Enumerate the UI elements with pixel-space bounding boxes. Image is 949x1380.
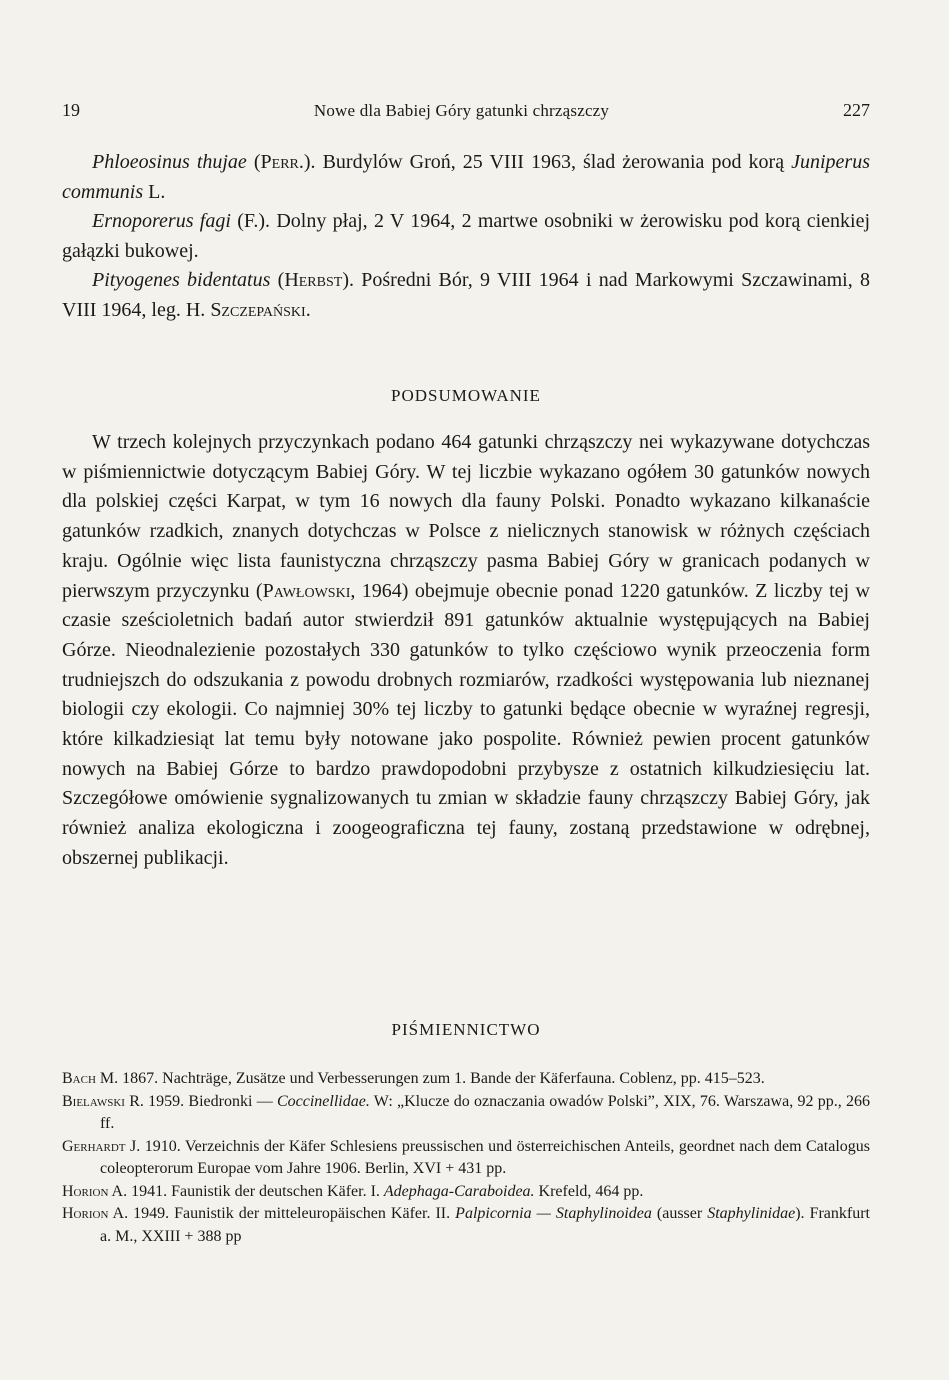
running-title: Nowe dla Babiej Góry gatunki chrząszczy bbox=[313, 101, 610, 120]
record-text: Pośredni Bór, 9 VIII 1964 i nad Markowymi Szczawinami, 8 VIII 1964, leg. H. bbox=[62, 269, 870, 321]
species-records bbox=[62, 148, 870, 326]
taxon-name: Phloeosinus thujae bbox=[92, 151, 247, 173]
record-entry bbox=[62, 207, 870, 266]
taxon-name: Pityogenes bidentatus bbox=[92, 269, 271, 292]
summary-paragraph: W trzech kolejnych przyczynkach podano 464 gatunki chrząszczy nei wykazywane dotychczas w piśmiennictwie dotyczącym Babiej Góry. W tej liczbie wykazano ogółem 30 gatunków nowych dla polskiej części Karpat, w tym 16 nowych dla fauny Polski. Ponadto wykazano kilkanaście gatunków rzadkich, znanych dotychczas w Polsce z nielicznych stanowisk w różnych częściach kraju. Ogólnie więc lista faunistyczna chrząszczy pasma Babiej Góry w granicach podanych w pierwszym przyczynku (Pawłowski, 1964) obejmuje obecnie ponad 1220 gatunków. Z liczby tej w czasie sześcioletnich badań autor stwierdził 891 gatunków aktualnie występujących na Babiej Górze. Nieodnalezienie pozostałych 330 gatunków to tylko częściowo wynik przeoczenia form trudniejszch do odszukania z powodu drobnych rozmiarów, rzadkości występowania lub nieznanej biologii czy ekologii. Co najmniej 30% tej liczby to gatunki będące obecnie w wyraźnej regresji, które kilkadziesiąt lat temu były notowane jako pospolite. Również pewien procent gatunków nowych na Babiej Górze to bardzo prawdopodobni przybysze z ostatnich kilkudziesięciu lat. Szczegółowe omówienie sygnalizowanych tu zmian w składzie fauny chrząszczy Babiej Góry, jak również analiza ekologiczna i zoogeograficzna tej fauny, zostaną przedstawione w odrębnej, obszernej publikacji. bbox=[62, 431, 870, 869]
reference-item: Bielawski R. 1959. Biedronki — Coccinellidae. W: „Klucze do oznaczania owadów Polski”, XIX, 76. Warszawa, 92 pp., 266 ff. bbox=[62, 1092, 870, 1132]
record-entry bbox=[62, 148, 870, 207]
cited-author: Pawłowski bbox=[262, 579, 351, 602]
reference-item: Gerhardt J. 1910. Verzeichnis der Käfer Schlesiens preussischen und österreichischen Anteils, geordnet nach dem Catalogus coleopterorum Europae vom Jahre 1906. Berlin, XVI + 431 pp. bbox=[62, 1137, 870, 1177]
reference-item: Bach M. 1867. Nachträge, Zusätze und Verbesserungen zum 1. Bande der Käferfauna. Coblenz, pp. 415–523. bbox=[62, 1070, 765, 1087]
reference-list bbox=[62, 1068, 870, 1248]
taxon-author: (F.). bbox=[237, 210, 271, 233]
taxon-author: (Perr.). bbox=[253, 151, 316, 173]
references-heading: PIŚMIENNICTWO bbox=[391, 1020, 541, 1039]
record-text: Burdylów Groń, 25 VIII 1963, ślad żerowania pod korą bbox=[315, 151, 792, 173]
collector-name: Szczepański. bbox=[210, 298, 311, 321]
summary-body bbox=[62, 428, 870, 874]
running-header bbox=[62, 100, 870, 121]
summary-heading: PODSUMOWANIE bbox=[391, 386, 541, 405]
page-number-left: 19 bbox=[62, 100, 80, 120]
reference-item: Horion A. 1941. Faunistik der deutschen Käfer. I. Adephaga-Caraboidea. Krefeld, 464 pp. bbox=[62, 1182, 644, 1200]
taxon-name: Ernoporerus fagi bbox=[92, 210, 231, 233]
record-text: Dolny płaj, 2 V 1964, 2 martwe osobniki w żerowisku pod korą cienkiej gałązki bukowej. bbox=[62, 210, 871, 262]
record-text-tail: L. bbox=[143, 180, 166, 203]
page-number-right: 227 bbox=[843, 100, 870, 120]
host-plant: Juniperus communis bbox=[62, 151, 871, 203]
taxon-author: Herbst bbox=[284, 269, 343, 292]
record-entry: Pityogenes bidentatus (Herbst). Pośredni Bór, 9 VIII 1964 i nad Markowymi Szczawinami, 8 VIII 1964, leg. H. Szczepański. bbox=[62, 269, 870, 321]
reference-item: Horion A. 1949. Faunistik der mitteleuropäischen Käfer. II. Palpicornia — Staphylinoidea (ausser Staphylinidae). Frankfurt a. M., XXIII + 388 pp bbox=[62, 1205, 870, 1245]
